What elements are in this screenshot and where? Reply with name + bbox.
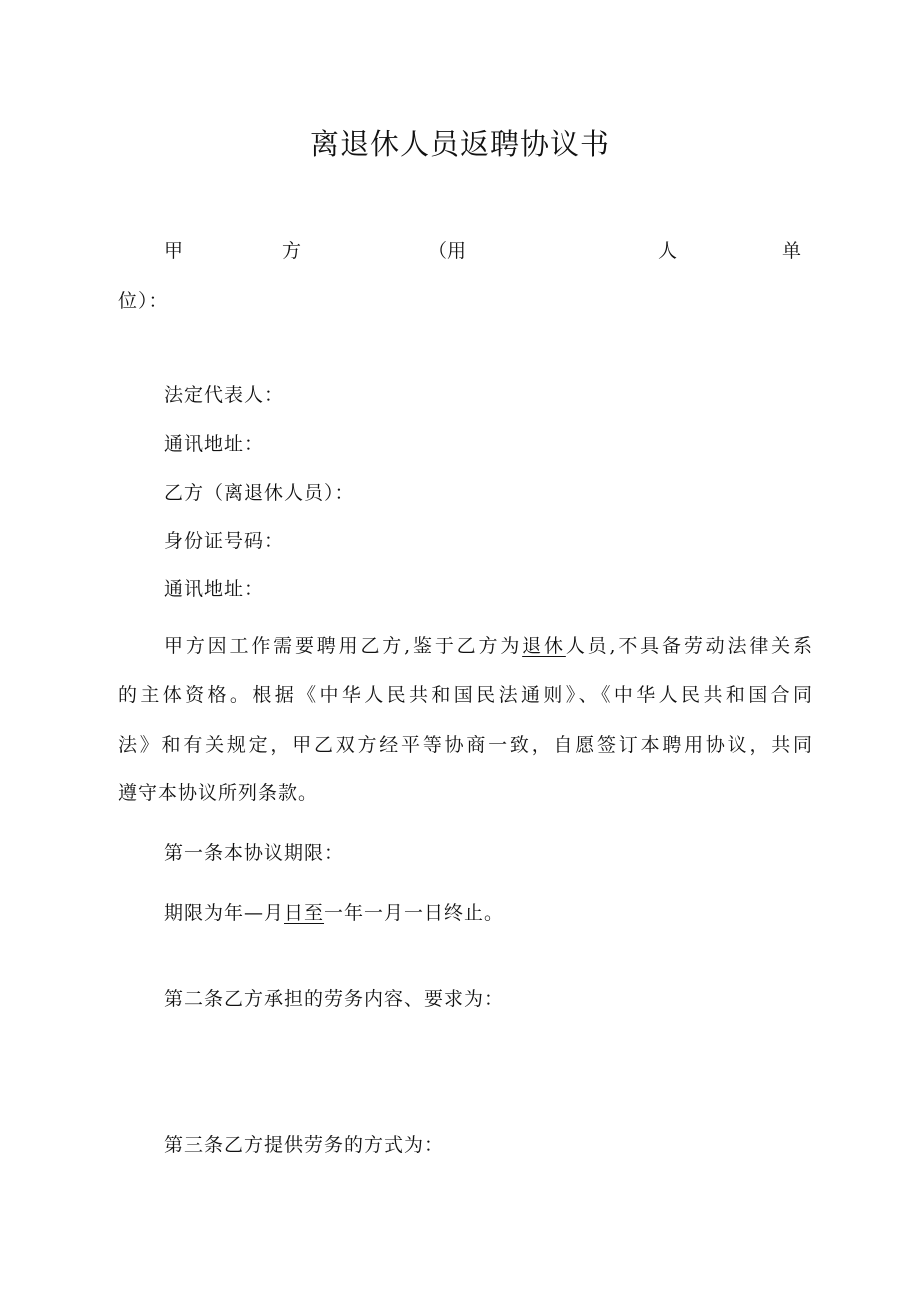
article-1-heading: 第一条本协议期限：	[164, 842, 345, 864]
paragraph-line-1	[164, 631, 812, 658]
paragraph-line-2: 的主体资格。根据《中华人民共和国民法通则》、《中华人民共和国合同	[118, 684, 812, 706]
article-1-body-underlined: 日至	[284, 902, 325, 924]
party-a-char-3: （用	[428, 240, 467, 262]
paragraph-line-4: 遵守本协议所列条款。	[118, 782, 319, 804]
party-a-char-1: 甲	[164, 240, 184, 262]
party-a-char-4: 人	[658, 240, 678, 262]
document-title: 离退休人员返聘协议书	[309, 127, 610, 161]
party-a-continuation: 位）：	[118, 290, 169, 312]
article-1-body-post: 一年一月一日终止。	[324, 902, 505, 924]
party-a-char-2: 方	[282, 240, 302, 262]
paragraph-line-3: 法》和有关规定，甲乙双方经平等协商一致，自愿签订本聘用协议，共同	[118, 734, 812, 756]
paragraph-line-1-pre: 甲方因工作需要聘用乙方,鉴于乙方为	[164, 635, 523, 657]
party-a-line	[164, 236, 804, 264]
retirement-underlined: 退休	[522, 635, 566, 657]
legal-representative-label: 法定代表人：	[164, 384, 285, 406]
id-number-label: 身份证号码：	[164, 530, 285, 552]
article-3-heading: 第三条乙方提供劳务的方式为：	[164, 1134, 445, 1156]
party-b-address-label: 通讯地址：	[164, 578, 265, 600]
party-a-address-label: 通讯地址：	[164, 433, 265, 455]
paragraph-line-1-post: 人员,不具备劳动法律关系	[565, 635, 812, 657]
party-b-label: 乙方（离退休人员）：	[164, 482, 355, 504]
article-1-body	[164, 898, 504, 925]
article-2-heading: 第二条乙方承担的劳务内容、要求为：	[164, 988, 505, 1010]
article-1-body-pre: 期限为年—月	[164, 902, 285, 924]
party-a-char-5: 单	[782, 240, 802, 262]
